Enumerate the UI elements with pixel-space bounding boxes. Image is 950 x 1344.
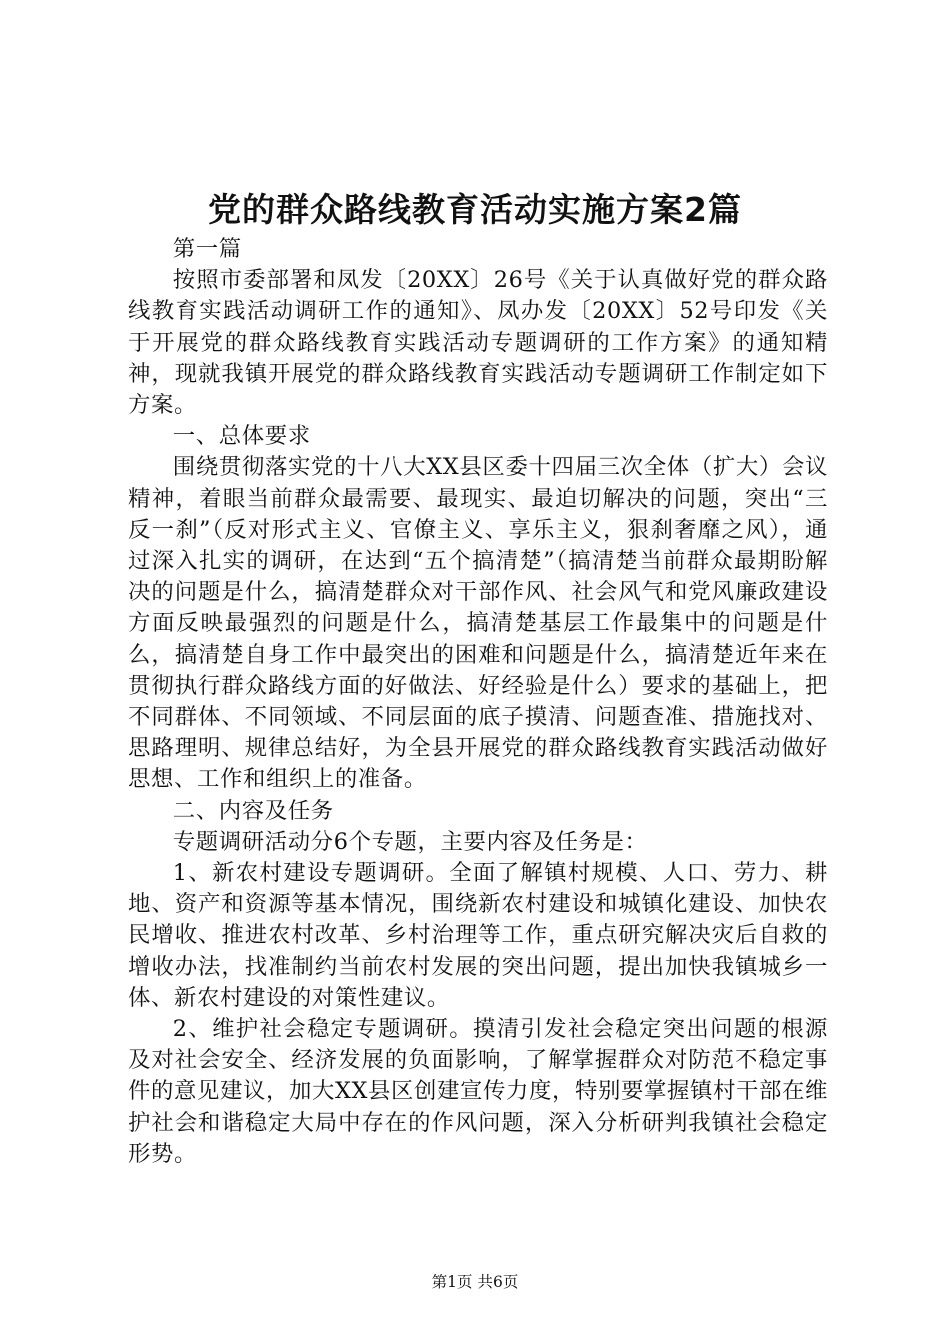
task-item-2: 2、维护社会稳定专题调研。摸清引发社会稳定突出问题的根源及对社会安全、经济发展的负面影响，了解掌握群众对防范不稳定事件的意见建议，加大XX县区创建宣传力度，特别要掌握镇村干部在维护社会和谐稳定大局中存在的作风问题，深入分析研判我镇社会稳定形势。 [128,1016,828,1167]
tasks-intro-paragraph: 专题调研活动分6个专题，主要内容及任务是： [172,828,648,855]
general-requirements-paragraph: 围绕贯彻落实党的十八大XX县区委十四届三次全体（扩大）会议精神，着眼当前群众最需要、最现实、最迫切解决的问题，突出“三反一刹”（反对形式主义、官僚主义、享乐主义，狠刹奢靡之风），通过深入扎实的调研，在达到“五个搞清楚”（搞清楚当前群众最期盼解决的问题是什么，搞清楚群众对干部作风、社会风气和党风廉政建设方面反映最强烈的问题是什么，搞清楚基层工作最集中的问题是什么，搞清楚自身工作中最突出的困难和问题是什么，搞清楚近年来在贯彻执行群众路线方面的好做法、好经验是什么）要求的基础上，把不同群体、不同领域、不同层面的底子摸清、问题查准、措施找对、思路理明、规律总结好，为全县开展党的群众路线教育实践活动做好思想、工作和组织上的准备。 [128,454,828,793]
document-title: 党的群众路线教育活动实施方案2篇 [208,190,742,229]
task-item-1: 1、新农村建设专题调研。全面了解镇村规模、人口、劳力、耕地、资产和资源等基本情况，围绕新农村建设和城镇化建设、加快农民增收、推进农村改革、乡村治理等工作，重点研究解决灾后自救的增收办法，找准制约当前农村发展的突出问题，提出加快我镇城乡一体、新农村建设的对策性建议。 [128,860,828,1011]
heading-general-requirements: 一、总体要求 [172,423,311,450]
intro-paragraph: 按照市委部署和凤发〔20XX〕26号《关于认真做好党的群众路线教育实践活动调研工作的通知》、凤办发〔20XX〕52号印发《关于开展党的群众路线教育实践活动专题调研的工作方案》的通知精神，现就我镇开展党的群众路线教育实践活动专题调研工作制定如下方案。 [128,267,828,419]
heading-content-and-tasks: 二、内容及任务 [172,797,334,824]
document-body [128,234,828,1170]
page-number-footer: 第1页 共6页 [431,1273,519,1291]
section-label-part-one: 第一篇 [172,236,242,262]
